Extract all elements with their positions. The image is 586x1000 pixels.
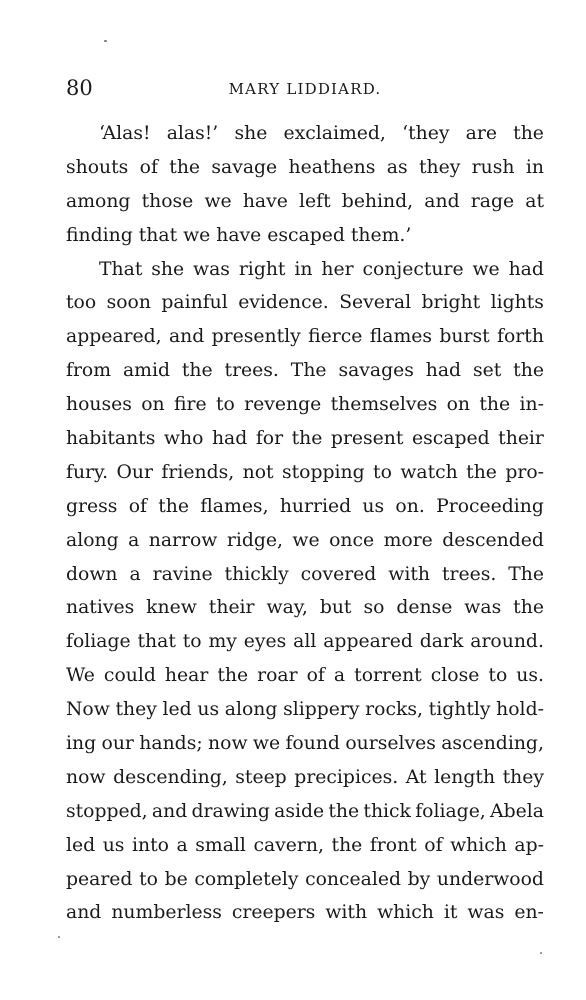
- word: us: [197, 699, 220, 721]
- text-line: [66, 117, 544, 151]
- word: the: [479, 394, 511, 416]
- word: at: [525, 190, 544, 212]
- word: now: [208, 733, 248, 755]
- word: a: [128, 529, 140, 551]
- text-line: [66, 151, 544, 185]
- word: could: [103, 665, 156, 687]
- paper-speck: [540, 952, 542, 954]
- word: fire: [173, 394, 207, 416]
- word: the: [513, 123, 544, 144]
- text-line: [66, 659, 544, 693]
- word: dense: [396, 597, 453, 619]
- word: savages: [338, 360, 414, 382]
- word: natives: [66, 597, 135, 619]
- word: those: [141, 190, 194, 212]
- text-line: [66, 829, 544, 863]
- word: to: [215, 394, 235, 416]
- word: watch: [400, 461, 458, 483]
- word: as: [386, 156, 408, 178]
- word: way,: [266, 597, 308, 619]
- word: a: [176, 834, 188, 856]
- word: once: [329, 529, 375, 551]
- text-line: [66, 693, 544, 727]
- word: into: [131, 834, 169, 856]
- word: the: [181, 360, 213, 382]
- word: was: [467, 902, 505, 924]
- word: the: [217, 665, 249, 687]
- word: The: [508, 563, 544, 585]
- word: Proceeding: [436, 495, 544, 517]
- word: ascending,: [441, 733, 544, 755]
- word: all: [293, 631, 317, 653]
- word: and: [66, 902, 102, 924]
- word: a: [333, 665, 346, 687]
- text-line: [66, 422, 544, 456]
- word: peared: [66, 868, 133, 890]
- word: they: [502, 766, 544, 788]
- word: from: [66, 360, 112, 382]
- word: a: [129, 563, 141, 585]
- word: on: [141, 394, 165, 416]
- word: have: [242, 190, 288, 212]
- word: now: [66, 766, 106, 788]
- word: and: [424, 190, 460, 212]
- word: the: [466, 461, 497, 483]
- text-line: [66, 524, 544, 558]
- word: on.: [395, 495, 425, 517]
- word: underwood: [436, 868, 544, 890]
- word: by: [407, 868, 431, 890]
- word: that: [137, 631, 176, 653]
- word: numberless: [111, 902, 222, 924]
- word: in-: [519, 394, 544, 416]
- text-line: [66, 863, 544, 897]
- word: ridge,: [226, 529, 283, 551]
- word: soon: [106, 292, 151, 314]
- word: trees.: [441, 563, 497, 585]
- word: hands;: [139, 733, 203, 755]
- word: fierce: [308, 326, 363, 348]
- word: concealed: [305, 868, 401, 890]
- word: Our: [116, 461, 154, 483]
- word: foliage,: [415, 800, 486, 822]
- page-header: [66, 74, 544, 104]
- word: she: [234, 123, 268, 144]
- word: Abela: [490, 800, 544, 822]
- word: us.: [516, 665, 544, 687]
- word: We: [66, 665, 95, 687]
- word: evidence.: [238, 292, 329, 314]
- text-line: [66, 456, 544, 490]
- word: ‘Alas!: [99, 123, 151, 144]
- word: in: [294, 258, 313, 280]
- word: ravine: [152, 563, 213, 585]
- word: of: [424, 834, 443, 856]
- word: had: [211, 428, 248, 450]
- word: the: [513, 360, 544, 382]
- word: The: [290, 360, 327, 382]
- text-line: [66, 286, 544, 320]
- word: eyes: [243, 631, 287, 653]
- text-line: finding that we have escaped them.’: [66, 224, 412, 246]
- word: tightly: [428, 699, 491, 721]
- word: hurried: [279, 495, 352, 517]
- word: That: [99, 258, 143, 280]
- text-line: [66, 320, 544, 354]
- word: pro-: [505, 461, 544, 483]
- word: torrent: [354, 665, 422, 687]
- word: stopping: [281, 461, 365, 483]
- word: was: [464, 597, 502, 619]
- word: descending,: [113, 766, 228, 788]
- word: burst: [439, 326, 490, 348]
- text-line: [66, 185, 544, 219]
- word: the: [169, 156, 201, 178]
- text-line: [66, 591, 544, 625]
- word: to: [182, 631, 202, 653]
- paper-speck: [58, 936, 60, 938]
- word: friends,: [161, 461, 235, 483]
- word: flames: [369, 326, 433, 348]
- word: thickly: [224, 563, 289, 585]
- word: gress: [66, 495, 118, 517]
- word: ourselves: [345, 733, 436, 755]
- word: behind,: [341, 190, 414, 212]
- word: front: [369, 834, 417, 856]
- word: the: [331, 834, 363, 856]
- word: heathens: [288, 156, 376, 178]
- word: hear: [164, 665, 209, 687]
- word: exclaimed,: [283, 123, 386, 144]
- word: too: [66, 292, 97, 314]
- text-line: [66, 253, 544, 287]
- word: precipices.: [294, 766, 399, 788]
- word: narrow: [148, 529, 218, 551]
- word: was: [193, 258, 230, 280]
- word: on: [446, 394, 471, 416]
- text-line: [66, 490, 544, 524]
- word: the: [513, 597, 544, 619]
- word: she: [151, 258, 185, 280]
- text-line: [66, 761, 544, 795]
- word: habitants: [66, 428, 156, 450]
- word: bright: [421, 292, 481, 314]
- word: thick: [363, 800, 411, 822]
- word: foliage: [66, 631, 131, 653]
- word: around.: [470, 631, 544, 653]
- word: the: [291, 428, 323, 450]
- word: ing: [66, 733, 97, 755]
- text-line: [66, 354, 544, 388]
- word: length: [434, 766, 496, 788]
- word: along: [66, 529, 119, 551]
- word: to: [488, 665, 508, 687]
- word: are: [465, 123, 497, 144]
- word: found: [285, 733, 340, 755]
- word: among: [66, 190, 131, 212]
- word: close: [430, 665, 480, 687]
- word: dark: [419, 631, 464, 653]
- word: knew: [146, 597, 197, 619]
- word: conjecture: [362, 258, 464, 280]
- word: ‘they: [402, 123, 450, 144]
- word: we: [204, 190, 232, 212]
- word: our: [101, 733, 134, 755]
- word: the: [158, 495, 189, 517]
- word: roar: [257, 665, 298, 687]
- word: and: [168, 326, 205, 348]
- body-text: [66, 117, 544, 930]
- word: amid: [122, 360, 170, 382]
- word: they: [115, 699, 157, 721]
- word: more: [383, 529, 433, 551]
- word: which: [450, 834, 507, 856]
- word: themselves: [330, 394, 438, 416]
- word: right: [238, 258, 286, 280]
- word: we: [472, 258, 500, 280]
- word: the: [328, 800, 360, 822]
- word: which: [377, 902, 434, 924]
- word: my: [208, 631, 237, 653]
- word: with: [388, 563, 430, 585]
- word: hold-: [496, 699, 544, 721]
- word: their: [208, 597, 255, 619]
- running-head: MARY LIDDIARD.: [228, 80, 382, 98]
- word: of: [128, 495, 147, 517]
- word: their: [498, 428, 544, 450]
- word: Now: [66, 699, 110, 721]
- word: to: [373, 461, 392, 483]
- word: descended: [442, 529, 544, 551]
- word: left: [299, 190, 331, 212]
- word: and: [151, 800, 188, 822]
- word: they: [418, 156, 461, 178]
- word: alas!’: [166, 123, 219, 144]
- word: to: [139, 868, 158, 890]
- word: rocks,: [365, 699, 423, 721]
- word: but: [319, 597, 352, 619]
- word: Several: [339, 292, 412, 314]
- word: present: [330, 428, 404, 450]
- word: along: [224, 699, 278, 721]
- word: aside: [274, 800, 325, 822]
- word: presently: [211, 326, 301, 348]
- word: ap-: [514, 834, 544, 856]
- word: slippery: [283, 699, 360, 721]
- word: be: [164, 868, 188, 890]
- word: so: [363, 597, 385, 619]
- word: her: [321, 258, 354, 280]
- word: of: [306, 665, 325, 687]
- word: drawing: [191, 800, 270, 822]
- word: in: [525, 156, 544, 178]
- word: not: [242, 461, 274, 483]
- word: shouts: [66, 156, 129, 178]
- paper-speck: [104, 40, 107, 42]
- word: us: [102, 834, 125, 856]
- word: led: [162, 699, 192, 721]
- word: had: [425, 360, 462, 382]
- word: set: [472, 360, 502, 382]
- word: stopped,: [66, 800, 148, 822]
- word: it: [443, 902, 458, 924]
- word: en-: [514, 902, 544, 924]
- word: completely: [194, 868, 299, 890]
- word: appeared: [323, 631, 413, 653]
- text-line: [66, 625, 544, 659]
- text-line: [66, 558, 544, 592]
- word: flames,: [200, 495, 269, 517]
- word: steep: [235, 766, 287, 788]
- text-line: [66, 388, 544, 422]
- word: small: [195, 834, 246, 856]
- word: lights: [490, 292, 544, 314]
- text-line: [66, 795, 544, 829]
- word: houses: [66, 394, 132, 416]
- word: covered: [300, 563, 377, 585]
- word: us: [362, 495, 385, 517]
- word: painful: [161, 292, 228, 314]
- word: escaped: [411, 428, 490, 450]
- word: appeared,: [66, 326, 162, 348]
- word: for: [255, 428, 284, 450]
- word: down: [66, 563, 118, 585]
- word: had: [508, 258, 544, 280]
- word: of: [139, 156, 158, 178]
- text-line: [66, 896, 544, 930]
- word: savage: [211, 156, 278, 178]
- word: cavern,: [253, 834, 324, 856]
- word: who: [163, 428, 204, 450]
- word: rage: [470, 190, 515, 212]
- word: rush: [471, 156, 515, 178]
- page-number: 80: [66, 76, 93, 100]
- word: fury.: [66, 461, 109, 483]
- word: At: [405, 766, 427, 788]
- word: led: [66, 834, 96, 856]
- word: with: [325, 902, 368, 924]
- word: we: [292, 529, 320, 551]
- text-line: [66, 727, 544, 761]
- word: trees.: [224, 360, 279, 382]
- word: forth: [497, 326, 544, 348]
- word: revenge: [244, 394, 322, 416]
- word: creepers: [231, 902, 316, 924]
- word: we: [252, 733, 281, 755]
